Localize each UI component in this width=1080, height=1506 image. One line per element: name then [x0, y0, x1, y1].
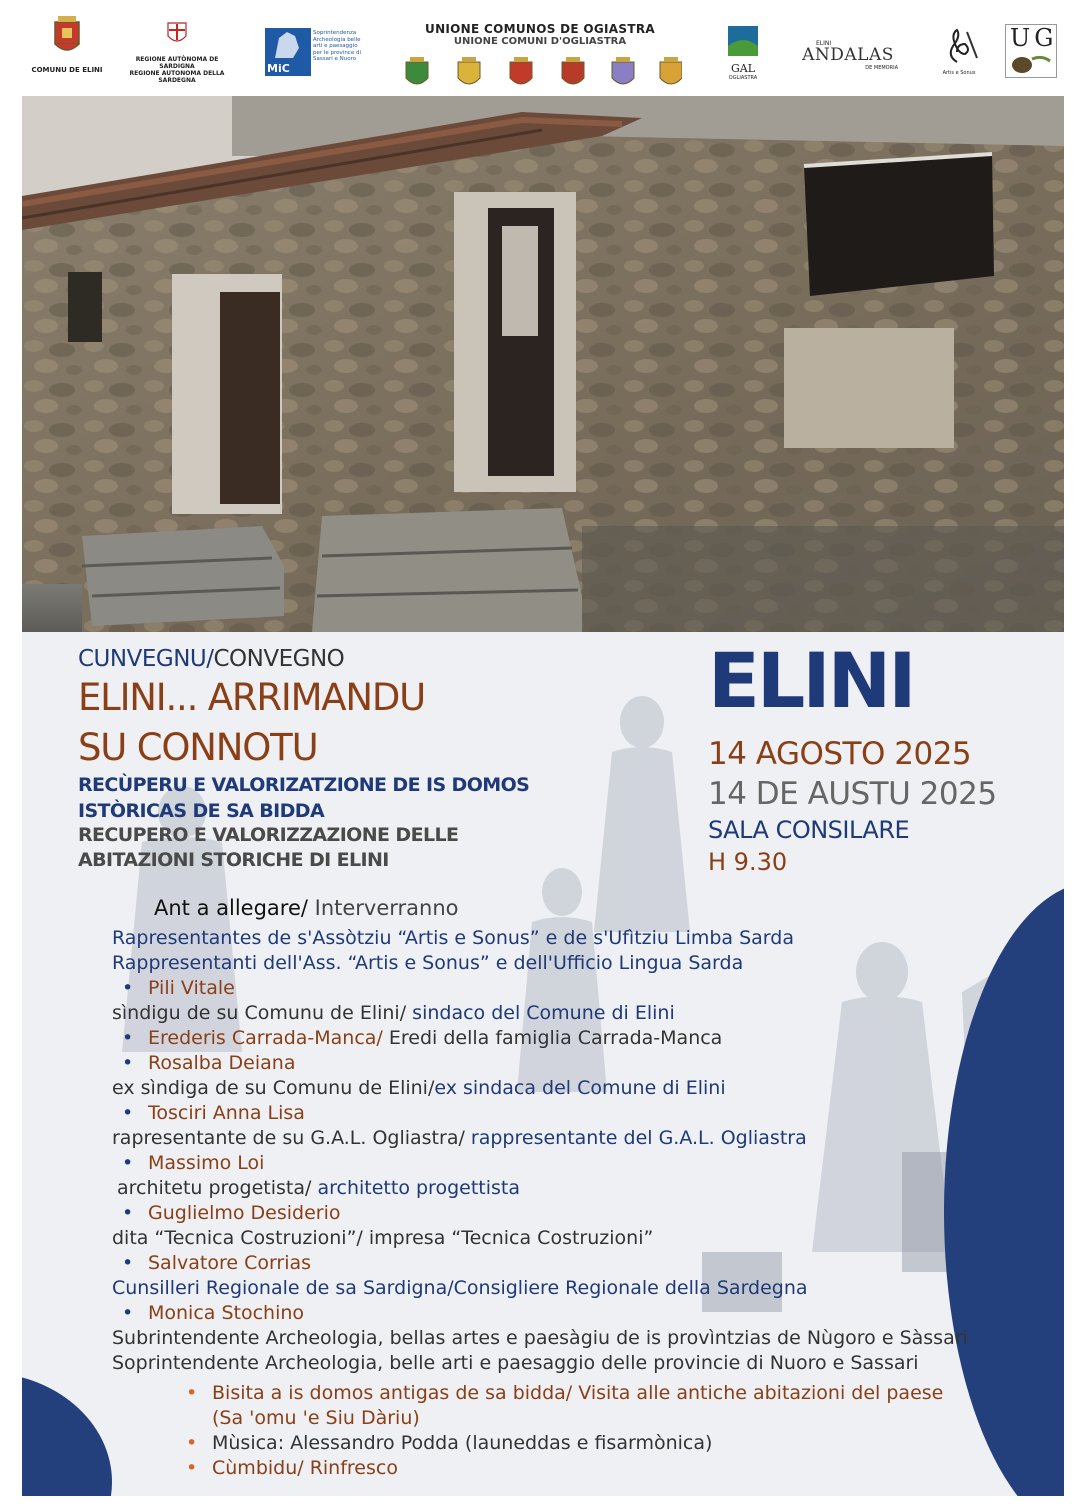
speakers-heading	[154, 896, 459, 920]
title-line1: ELINI... ARRIMANDU	[78, 676, 426, 719]
logo-bar	[22, 0, 1064, 96]
program-text: Mùsica: Alessandro Podda (launeddas e fisarmònica)	[212, 1432, 713, 1454]
historic-house-photo	[22, 96, 1064, 632]
program-item-cont: (Sa 'omu 'e Siu Dàriu)	[212, 1407, 420, 1429]
elini-crest-icon	[52, 16, 82, 56]
treble-clef-brush-icon	[939, 28, 979, 66]
speakers-heading-it: Interverranno	[307, 896, 459, 920]
event-details-panel	[22, 632, 1064, 1496]
subtitle-it-2: ABITAZIONI STORICHE DI ELINI	[78, 849, 389, 871]
kicker	[78, 646, 344, 672]
speaker-name: Guglielmo Desiderio	[148, 1202, 341, 1224]
role-it: architetto progettista	[311, 1177, 520, 1199]
ug-logo	[1005, 24, 1057, 78]
speaker-row	[122, 976, 235, 1001]
bullet-icon: •	[122, 1102, 134, 1124]
regione-line1: REGIONE AUTÒNOMA DE SARDIGNA	[135, 56, 219, 70]
role-it: Eredi della famiglia Carrada-Manca	[382, 1027, 723, 1049]
role-it: rappresentante del G.A.L. Ogliastra	[464, 1127, 807, 1149]
speaker-role	[112, 1001, 675, 1026]
unione-subtitle: UNIONE COMUNI D'OGLIASTRA	[453, 36, 627, 47]
subtitle-sardo-1: RECÙPERU E VALORIZATZIONE DE IS DOMOS	[78, 774, 530, 796]
role-sardo: architetu progetista/	[117, 1177, 312, 1199]
andalas-label: ANDALAS	[802, 45, 894, 65]
place-title: ELINI	[708, 636, 914, 725]
mic-badge	[265, 28, 311, 76]
bullet-icon: •	[186, 1457, 198, 1479]
program-item	[186, 1456, 398, 1481]
andalas-sub: DE MEMORIA	[865, 65, 898, 71]
speaker-role	[112, 1326, 968, 1351]
role-sardo: Subrintendente Archeologia, bellas artes e paesàgiu de is provìntzias de Nùgoro e Sàssari	[112, 1327, 968, 1349]
olive-icon	[1006, 53, 1054, 75]
speaker-role	[112, 1276, 808, 1301]
bullet-icon: •	[186, 1382, 198, 1404]
intro-line2: Rappresentanti dell'Ass. “Artis e Sonus” e dell'Ufficio Lingua Sarda	[112, 952, 744, 974]
speaker-name: Rosalba Deiana	[148, 1052, 296, 1074]
bullet-icon: •	[122, 977, 134, 999]
role-it: impresa “Tecnica Costruzioni”	[362, 1227, 654, 1249]
program-item	[186, 1381, 943, 1406]
time: H 9.30	[708, 848, 788, 876]
comunu-logo	[22, 16, 112, 74]
program-text: Bisita a is domos antigas de sa bidda/ Visita alle antiche abitazioni del paese	[212, 1382, 944, 1404]
role-sardo: dita “Tecnica Costruzioni”/	[112, 1227, 363, 1249]
bullet-icon: •	[122, 1302, 134, 1324]
andalas-logo	[792, 40, 904, 71]
speaker-name: Monica Stochino	[148, 1302, 305, 1324]
speakers-heading-sardo: Ant a allegare/	[154, 896, 308, 920]
subtitle-sardo-2: ISTÒRICAS DE SA BIDDA	[78, 800, 325, 822]
role-sardo: Cunsilleri Regionale de sa Sardigna/	[112, 1277, 454, 1299]
regione-logo	[118, 22, 236, 84]
andalas-small: ELINI	[816, 40, 832, 47]
bullet-icon: •	[122, 1202, 134, 1224]
artis-label: Artis e Sonus	[942, 70, 976, 76]
unione-title: UNIONE COMUNOS DE OGIASTRA	[425, 22, 655, 36]
bullet-icon: •	[122, 1152, 134, 1174]
kicker-sardo: CUNVEGNU/	[78, 646, 214, 672]
date-sardo: 14 DE AUSTU 2025	[708, 776, 997, 812]
role-it: ex sindaca del Comune di Elini	[434, 1077, 726, 1099]
regione-line2: REGIONE AUTONOMA DELLA SARDEGNA	[129, 70, 225, 84]
gal-logo	[722, 24, 764, 81]
stone-house-illustration	[22, 96, 1064, 632]
speaker-row	[122, 1201, 341, 1226]
role-sardo: sìndigu de su Comunu de Elini/	[112, 1002, 407, 1024]
kicker-it: CONVEGNO	[213, 646, 345, 672]
program-item	[186, 1431, 712, 1456]
speaker-name: Salvatore Corrias	[148, 1252, 312, 1274]
speaker-row	[122, 1101, 305, 1126]
speaker-name: Tosciri Anna Lisa	[148, 1102, 305, 1124]
speaker-role	[117, 1176, 520, 1201]
speaker-row	[122, 1251, 311, 1276]
speaker-row	[122, 1151, 264, 1176]
speaker-role	[112, 1076, 726, 1101]
mic-label: MiC	[267, 62, 290, 75]
speaker-name: Pili Vitale	[148, 977, 235, 999]
speaker-row	[122, 1051, 295, 1076]
speaker-role	[112, 1351, 919, 1376]
bullet-icon: •	[122, 1252, 134, 1274]
poster	[22, 0, 1064, 1496]
gal-sub: OGLIASTRA	[728, 75, 758, 81]
speaker-row	[122, 1301, 304, 1326]
role-it: Consigliere Regionale della Sardegna	[453, 1277, 808, 1299]
venue: SALA CONSILARE	[708, 816, 910, 844]
artis-logo	[936, 28, 982, 76]
gal-label: GAL	[730, 62, 756, 75]
bullet-icon: •	[122, 1052, 134, 1074]
bullet-icon: •	[122, 1027, 134, 1049]
sardinia-flag-icon	[167, 22, 187, 46]
title-line2: SU CONNOTU	[78, 726, 318, 769]
speaker-name: Massimo Loi	[148, 1152, 265, 1174]
gal-emblem-icon	[726, 24, 760, 58]
speaker-role	[112, 1126, 807, 1151]
ug-label: UG	[1010, 24, 1058, 52]
statue-icon	[265, 28, 311, 62]
intro-line1: Rapresentantes de s'Assòtziu “Artis e Sonus” e de s'Ufìtziu Limba Sarda	[112, 927, 794, 949]
subtitle-it-1: RECUPERO E VALORIZZAZIONE DELLE	[78, 824, 459, 846]
role-sardo: ex sìndiga de su Comunu de Elini/	[112, 1077, 435, 1099]
speaker-row	[122, 1026, 722, 1051]
role-it: sindaco del Comune di Elini	[406, 1002, 675, 1024]
program-text: Cùmbidu/ Rinfresco	[212, 1457, 398, 1479]
municipal-crests-icon	[402, 56, 682, 92]
comunu-label: COMUNU DE ELINI	[31, 66, 103, 74]
soprintendenza-text: Soprintendenza Archeologia belle arti e paesaggio per le province di Sassari e Nuoro	[313, 30, 361, 62]
role-it: Soprintendente Archeologia, belle arti e paesaggio delle provincie di Nuoro e Sassari	[112, 1352, 919, 1374]
unione-crests	[402, 56, 682, 92]
role-sardo: rapresentante de su G.A.L. Ogliastra/	[112, 1127, 465, 1149]
speaker-name: Erederis Carrada-Manca/	[148, 1027, 383, 1049]
date-it: 14 AGOSTO 2025	[708, 736, 972, 772]
speaker-role	[112, 1226, 653, 1251]
bullet-icon: •	[186, 1432, 198, 1454]
mic-logo	[265, 28, 361, 76]
